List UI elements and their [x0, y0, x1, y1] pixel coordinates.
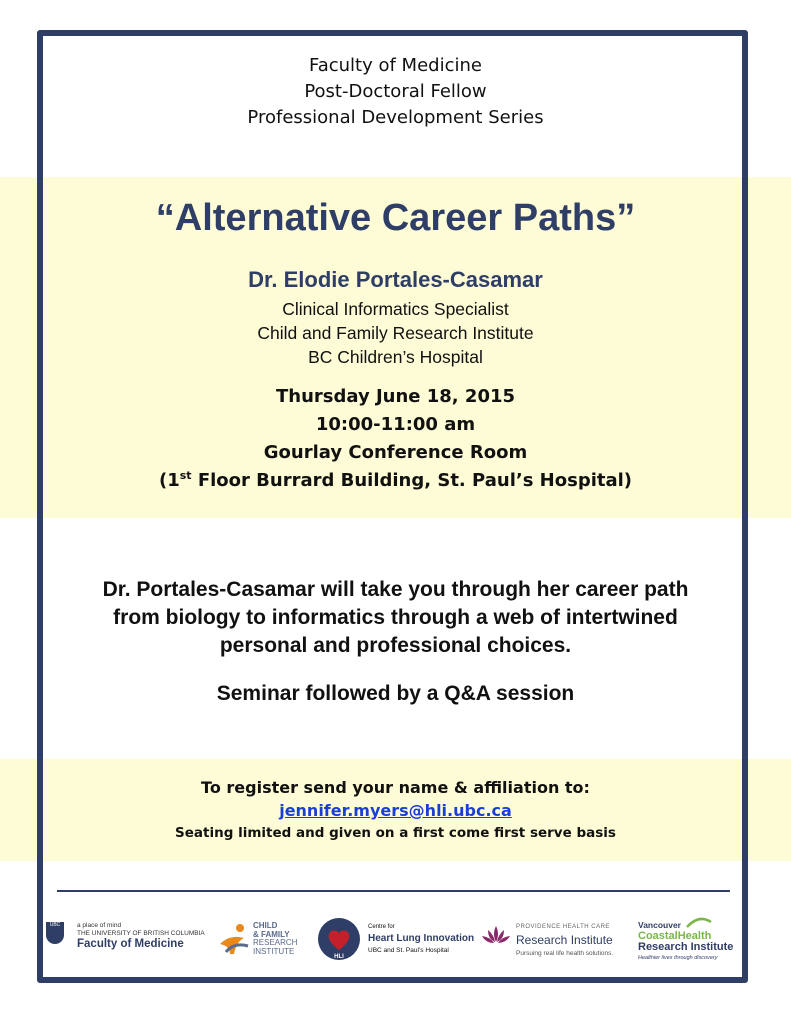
speaker-name: Dr. Elodie Portales-Casamar — [248, 267, 543, 292]
phc-line-2: Research Institute — [516, 933, 613, 947]
ubc-crest-icon — [46, 922, 64, 944]
vch-line-2: CoastalHealth — [638, 930, 712, 942]
cfri-figure-icon — [216, 922, 252, 956]
description-line-2: from biology to informatics through a web of intertwined — [113, 606, 678, 629]
sponsor-logos — [46, 912, 746, 964]
event-title: “Alternative Career Paths” — [155, 197, 636, 239]
cfri-line-3: RESEARCH — [253, 938, 298, 947]
location-rest: Floor Burrard Building, St. Paul’s Hospital) — [191, 470, 633, 491]
speaker-role: Clinical Informatics Specialist — [282, 299, 509, 319]
speaker-hospital: BC Children’s Hospital — [308, 347, 483, 367]
location-superscript: st — [179, 469, 192, 482]
location-prefix: (1 — [158, 470, 180, 491]
phc-text — [516, 921, 613, 960]
hli-badge-text: HLI — [334, 954, 344, 960]
event-date: Thursday June 18, 2015 — [275, 386, 516, 407]
description-line-1: Dr. Portales-Casamar will take you through her career path — [102, 578, 689, 601]
cfri-text — [253, 922, 297, 956]
description-line-3: personal and professional choices. — [219, 634, 572, 657]
hli-line-2: Heart Lung Innovation — [368, 933, 475, 944]
ubc-crest-label: UBC — [49, 922, 61, 928]
seating-note: Seating limited and given on a first come first serve basis — [175, 825, 616, 841]
series-header — [0, 53, 791, 131]
seminar-note: Seminar followed by a Q&A session — [216, 682, 575, 705]
cfri-line-4: INSTITUTE — [253, 946, 295, 956]
vch-line-4: Healthier lives through discovery — [638, 955, 718, 961]
ubc-tagline — [77, 922, 205, 938]
hli-line-1: Centre for — [368, 924, 395, 930]
cfri-line-1: CHILD — [253, 921, 278, 930]
event-room: Gourlay Conference Room — [263, 442, 528, 463]
speaker-affiliation — [0, 297, 791, 369]
registration-email-link[interactable]: jennifer.myers@hli.ubc.ca — [279, 801, 512, 820]
event-time: 10:00-11:00 am — [315, 414, 476, 435]
phc-line-3: Pursuing real life health solutions. — [516, 950, 614, 957]
header-line-faculty: Faculty of Medicine — [309, 55, 482, 76]
vch-line-3: Research Institute — [638, 941, 734, 953]
cfri-line-2: & FAMILY — [253, 929, 290, 939]
hli-line-3: UBC and St. Paul’s Hospital — [368, 947, 449, 954]
hli-text — [368, 921, 474, 957]
event-details — [0, 383, 791, 495]
ubc-faculty-name: Faculty of Medicine — [77, 938, 184, 950]
header-line-series: Professional Development Series — [247, 107, 544, 128]
vch-line-1: Vancouver — [638, 920, 681, 930]
event-description — [0, 576, 791, 660]
speaker-institute: Child and Family Research Institute — [257, 323, 534, 343]
event-location — [0, 467, 791, 495]
vch-text — [638, 920, 733, 964]
footer-divider — [57, 890, 730, 892]
phc-lotus-icon — [481, 924, 511, 946]
registration-section — [0, 776, 791, 845]
registration-prompt: To register send your name & affiliation to: — [201, 778, 590, 797]
header-line-postdoc: Post-Doctoral Fellow — [304, 81, 487, 102]
hli-heart-lung-icon — [316, 916, 362, 962]
ubc-tagline-2: THE UNIVERSITY OF BRITISH COLUMBIA — [77, 930, 205, 937]
ubc-tagline-1: a place of mind — [77, 922, 122, 929]
phc-line-1: PROVIDENCE HEALTH CARE — [516, 924, 610, 930]
